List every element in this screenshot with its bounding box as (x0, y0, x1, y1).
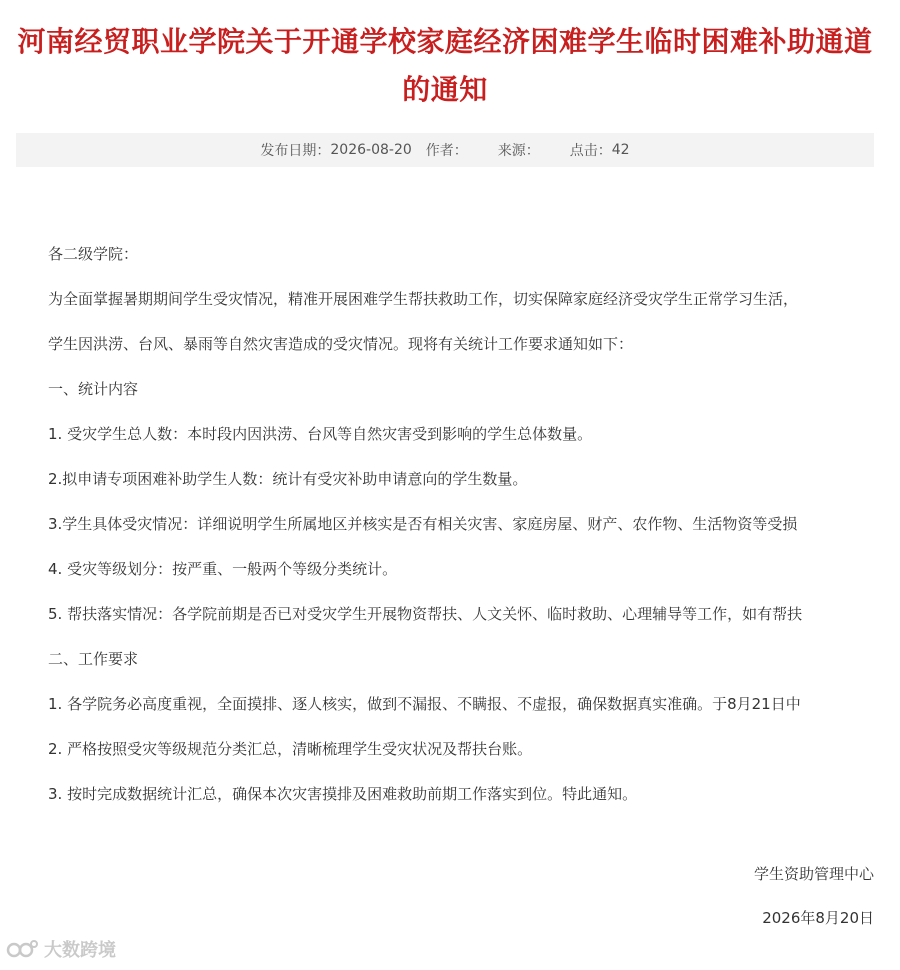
list-item: 2. 严格按照受灾等级规范分类汇总，清晰梳理学生受灾状况及帮扶台账。 (48, 740, 533, 758)
list-item: 1. 受灾学生总人数：本时段内因洪涝、台风等自然灾害受到影响的学生总体数量。 (48, 425, 593, 443)
clicks-label: 点击： (569, 143, 612, 159)
paragraph: 学生因洪涝、台风、暴雨等自然灾害造成的受灾情况。现将有关统计工作要求通知如下： (48, 335, 634, 353)
author-label: 作者： (425, 143, 468, 159)
list-item: 3. 按时完成数据统计汇总，确保本次灾害摸排及困难救助前期工作落实到位。特此通知。 (48, 785, 638, 803)
watermark (6, 936, 116, 962)
list-item: 1. 各学院务必高度重视，全面摸排、逐人核实，做到不漏报、不瞒报、不虚报，确保数据真实准确。于8月21日中 (48, 695, 801, 713)
paragraph: 为全面掌握暑期期间学生受灾情况，精准开展困难学生帮扶救助工作，切实保障家庭经济受灾学生正常学习生活， (48, 290, 799, 308)
list-item: 4. 受灾等级划分：按严重、一般两个等级分类统计。 (48, 560, 398, 578)
list-item: 3.学生具体受灾情况：详细说明学生所属地区并核实是否有相关灾害、家庭房屋、财产、农作物、生活物资等受损 (48, 515, 798, 533)
signature-block (754, 852, 874, 940)
section-heading: 一、统计内容 (48, 380, 139, 398)
publish-date-value: 2026-08-20 (330, 142, 412, 158)
source-label: 来源： (497, 143, 540, 159)
signature-org: 学生资助管理中心 (753, 865, 874, 883)
watermark-text: 大数跨境 (44, 940, 116, 961)
section-heading: 二、工作要求 (48, 650, 139, 668)
signature-date: 2026年8月20日 (762, 909, 874, 927)
list-item: 2.拟申请专项困难补助学生人数：统计有受灾补助申请意向的学生数量。 (48, 470, 528, 488)
paragraph-salutation: 各二级学院： (48, 245, 139, 263)
article-body (48, 232, 874, 817)
clicks-value: 42 (611, 142, 630, 158)
publish-date-label: 发布日期： (260, 143, 331, 159)
article-title: 河南经贸职业学院关于开通学校家庭经济困难学生临时困难补助通道的通知 (17, 25, 873, 106)
article-meta-bar (16, 133, 874, 167)
watermark-logo-icon (6, 939, 40, 959)
list-item: 5. 帮扶落实情况：各学院前期是否已对受灾学生开展物资帮扶、人文关怀、临时救助、心理辅导等工作，如有帮扶 (48, 605, 803, 623)
